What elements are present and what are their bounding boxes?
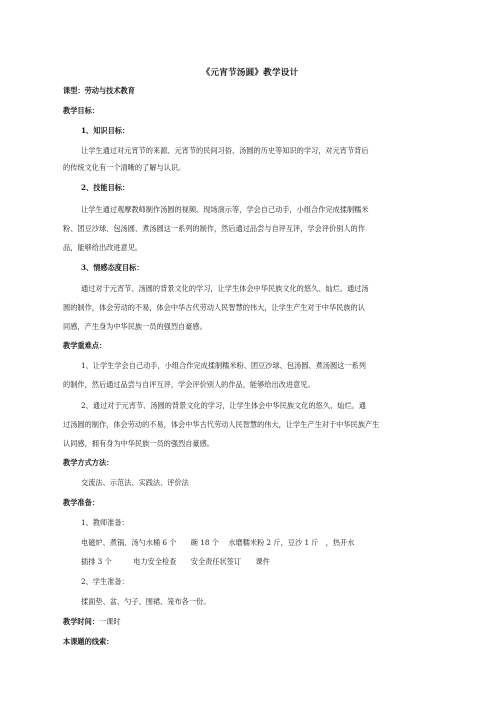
student-prep-line: 揉面垫、盆、勺子、围裙、笼布各一份。 [81,597,211,606]
teacher-prep-line-1: 电磁炉、煮锅、汤勺水桶 6 个 碗 18 个 水磨糯米粉 2 斤，豆沙 1 斤 ，热开水 [81,538,355,547]
keypoint-2-line-3: 认同感，拥有身为中华民族一员的强烈自豪感。 [63,439,214,448]
keypoint-1-line-1: 1、让学生学会自己动手，小组合作完成揉制糯米粉、团豆沙球、包汤圆、煮汤圆这一系列 [81,361,366,370]
methods-text: 交流法、示范法、实践法、评价法 [81,478,189,487]
skill-heading: 2、技能目标： [81,183,130,192]
course-type-value: 劳动与技术教育 [84,86,135,95]
time-value: 一课时 [98,617,121,626]
course-type-line [63,86,135,96]
emotion-line-1: 通过对于元宵节、汤圆的背景文化的学习，让学生体会中华民族文化的悠久、灿烂。通过汤 [81,284,369,293]
teacher-prep-line-2: 插排 3 个 电力安全检查 安全责任状签订 课件 [81,557,270,566]
skill-line-2: 粉、团豆沙球、包汤圆、煮汤圆这一系列的制作，然后通过品尝与自评互评，学会评价别人的作 [63,224,365,233]
keypoints-heading: 教学重难点： [63,341,107,350]
knowledge-line-1: 让学生通过对元宵节的来源、元宵节的民间习俗、汤圆的历史等知识的学习，对元宵节背后 [81,146,369,155]
knowledge-heading: 1、知识目标： [81,126,130,135]
methods-heading: 教学方式方法： [63,458,114,467]
course-type-label: 课型： [63,86,85,95]
document-title: 《元宵节汤圆》教学设计 [201,68,299,78]
skill-line-3: 品，能够给出改进意见。 [63,243,143,252]
time-label: 教学时间： [63,617,99,626]
time-line [63,617,121,627]
objectives-heading: 教学目标： [63,106,99,115]
keypoint-2-line-1: 2、通过对于元宵节、汤圆的背景文化的学习，让学生体会中华民族文化的悠久、灿烂。通 [81,401,366,410]
prep-heading: 教学准备： [63,498,99,507]
skill-line-1: 让学生通过观摩教师制作汤圆的视频、现场演示等，学会自己动手，小组合作完成揉制糯米 [81,205,369,214]
student-prep-heading: 2、学生准备： [81,577,129,586]
emotion-line-3: 同感，产生身为中华民族一员的强烈自豪感。 [63,322,207,331]
knowledge-line-2: 的传统文化有一个清晰的了解与认识。 [63,163,186,172]
emotion-heading: 3、情感态度目标： [81,263,144,272]
clue-heading: 本课题的线索： [63,637,114,646]
keypoint-2-line-2: 过汤圆的制作，体会劳动的不易，体会中华古代劳动人民智慧的伟大，让学生产生对于中华民族产生 [63,420,380,429]
teacher-prep-heading: 1、教师准备： [81,518,129,527]
keypoint-1-line-2: 的制作，然后通过品尝与自评互评，学会评价别人的作品，能够给出改进意见。 [63,380,315,389]
emotion-line-2: 圆的制作，体会劳动的不易，体会中华古代劳动人民智慧的伟大，让学生产生对于中华民族的认 [63,303,365,312]
